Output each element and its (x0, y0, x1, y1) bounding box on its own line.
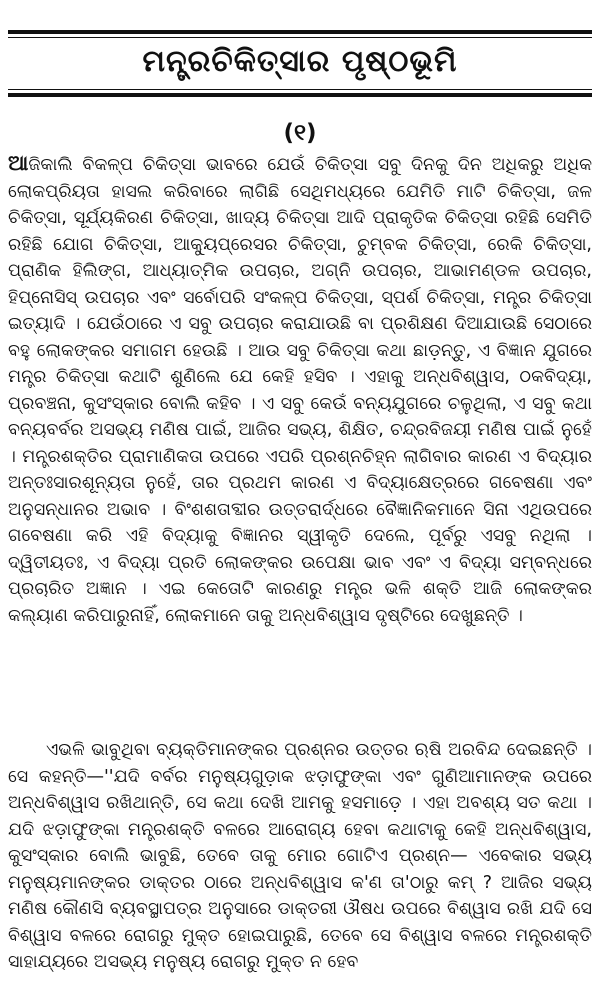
paragraph-2: ଏଭଳି ଭାବୁଥିବା ବ୍ୟକ୍ତିମାନଙ୍କର ପ୍ରଶ୍ନର ଉତ୍ତର ଋଷି ଅରବିନ୍ଦ ଦେଇଛନ୍ତି । ସେ କହନ୍ତି—''ଯଦି ବର୍ବର ମନୁଷ୍ୟଗୁଡ଼ାକ ଝଡ଼ାଫୁଙ୍କା ଏବଂ ଗୁଣିଆମାନଙ୍କ ଉପରେ ଅନ୍ଧବିଶ୍ୱାସ ରଖିଥାନ୍ତି, ସେ କଥା ଦେଖି ଆମକୁ ହସମାଡ଼େ । ଏହା ଅବଶ୍ୟ ସତ କଥା । ଯଦି ଝଡ଼ାଫୁଙ୍କା ମନ୍ତ୍ରଶକ୍ତି ବଳରେ ଆରୋଗ୍ୟ ହେବା କଥାଟାକୁ କେହି ଅନ୍ଧବିଶ୍ୱାସ, କୁସଂସ୍କାର ବୋଲି ଭାବୁଛି, ତେବେ ତାକୁ ମୋର ଗୋଟିଏ ପ୍ରଶ୍ନ— ଏବେକାର ସଭ୍ୟ ମନୁଷ୍ୟମାନଙ୍କର ଡାକ୍ତର ଠାରେ ଅନ୍ଧବିଶ୍ୱାସ କ'ଣ ତା'ଠାରୁ କମ୍ ? ଆଜିର ସଭ୍ୟ ମଣିଷ କୌଣସି ବ୍ୟବସ୍ଥାପତ୍ର ଅନୁସାରେ ଡାକ୍ତରୀ ଔଷଧ ଉପରେ ବିଶ୍ୱାସ ରଖି ଯଦି ସେ ବିଶ୍ୱାସ ବଳରେ ରୋଗରୁ ମୁକ୍ତ ହୋଇପାରୁଛି, ତେବେ ସେ ବିଶ୍ୱାସ ବଳରେ ମନ୍ତ୍ରଶକ୍ତି ସାହାଯ୍ୟରେ ଅସଭ୍ୟ ମନୁଷ୍ୟ ରୋଗରୁ ମୁକ୍ତ ନ ହେବ (8, 740, 592, 972)
page-title: ମନ୍ତ୍ରଚିକିତ୍ସାର ପୃଷ୍ଠଭୂମି (142, 44, 458, 79)
paragraph-1-initial: ଆ (8, 151, 29, 175)
top-rule-thin (8, 37, 592, 38)
top-rule-thick (8, 30, 592, 34)
chapter-number: (୧) (283, 120, 317, 146)
paragraph-1-text: ଜିକାଲି ବିକଳ୍ପ ଚିକିତ୍ସା ଭାବରେ ଯେଉଁ ଚିକିତ୍ସା ସବୁ ଦିନକୁ ଦିନ ଅଧିକରୁ ଅଧିକ ଲୋକପ୍ରିୟତା ହାସଲ କରିବାରେ ଲାଗିଛି ସେଥିମଧ୍ୟରେ ଯେମିତି ମାଟି ଚିକିତ୍ସା, ଜଳ ଚିକିତ୍ସା, ସୂର୍ଯ୍ୟକିରଣ ଚିକିତ୍ସା, ଖାଦ୍ୟ ଚିକିତ୍ସା ଆଦି ପ୍ରାକୃତିକ ଚିକିତ୍ସା ରହିଛି ସେମିତି ରହିଛି ଯୋଗ ଚିକିତ୍ସା, ଆକ୍ୟୁପ୍ରେସର ଚିକିତ୍ସା, ଚୁମ୍ବକ ଚିକିତ୍ସା, ରେକି ଚିକିତ୍ସା, ପ୍ରାଣିକ ହିଲିଙ୍ଗ, ଆଧ୍ୟାତ୍ମିକ ଉପଚାର, ଅଗ୍ନି ଉପଚାର, ଆଭାମଣ୍ଡଳ ଉପଚାର, ହିପ୍ନୋସିସ୍ ଉପଚାର ଏବଂ ସର୍ବୋପରି ସଂକଳ୍ପ ଚିକିତ୍ସା, ସ୍ପର୍ଶ ଚିକିତ୍ସା, ମନ୍ତ୍ର ଚିକିତ୍ସା ଇତ୍ୟାଦି । ଯେଉଁଠାରେ ଏ ସବୁ ଉପଚାର କରାଯାଉଛି ବା ପ୍ରଶିକ୍ଷଣ ଦିଆଯାଉଛି ସେଠାରେ ବହୁ ଲୋକଙ୍କର ସମାଗମ ହେଉଛି । ଆଉ ସବୁ ଚିକିତ୍ସା କଥା ଛାଡ଼ନ୍ତୁ, ଏ ବିଜ୍ଞାନ ଯୁଗରେ ମନ୍ତ୍ର ଚିକିତ୍ସା କଥାଟି ଶୁଣିଲେ ଯେ କେହି ହସିବ । ଏହାକୁ ଅନ୍ଧବିଶ୍ୱାସ, ଠକବିଦ୍ୟା, ପ୍ରବଞ୍ଚନା, କୁସଂସ୍କାର ବୋଲି କହିବ । ଏ ସବୁ କେଉଁ ବନ୍ୟଯୁଗରେ ଚଳୁଥିଲା, ଏ ସବୁ କଥା ବନ୍ୟବର୍ବର ଅସଭ୍ୟ ମଣିଷ ପାଇଁ, ଆଜିର ସଭ୍ୟ, ଶିକ୍ଷିତ, ଚନ୍ଦ୍ରବିଜୟୀ ମଣିଷ ପାଇଁ ନୁହେଁ । ମନ୍ତ୍ରଶକ୍ତିର ପ୍ରାମାଣିକତା ଉପରେ ଏପରି ପ୍ରଶ୍ନଚିହ୍ନ ଲାଗିବାର କାରଣ ଏ ବିଦ୍ୟାର ଅନ୍ତଃସାରଶୂନ୍ୟତା ନୁହେଁ, ତାର ପ୍ରଥମ କାରଣ ଏ ବିଦ୍ୟାକ୍ଷେତ୍ରରେ ଗବେଷଣା ଏବଂ ଅନୁସନ୍ଧାନର ଅଭାବ । ବିଂଶଶତାବ୍ଦୀର ଉତ୍ତରାର୍ଦ୍ଧରେ ବୈଜ୍ଞାନିକମାନେ ସିନା ଏଥିଉପରେ ଗବେଷଣା କରି ଏହି ବିଦ୍ୟାକୁ ବିଜ୍ଞାନର ସ୍ୱୀକୃତି ଦେଲେ, ପୂର୍ବରୁ ଏସବୁ ନଥିଲା । ଦ୍ୱିତୀୟତଃ, ଏ ବିଦ୍ୟା ପ୍ରତି ଲୋକଙ୍କର ଉପେକ୍ଷା ଭାବ ଏବଂ ଏ ବିଦ୍ୟା ସମ୍ବନ୍ଧରେ ପ୍ରଚାରିତ ଅଜ୍ଞାନ । ଏଇ କେତୋଟି କାରଣରୁ ମନ୍ତ୍ର ଭଳି ଶକ୍ତି ଆଜି ଲୋକଙ୍କର କଲ୍ୟାଣ କରିପାରୁନାହିଁ, ଲୋକମାନେ ତାକୁ ଅନ୍ଧବିଶ୍ୱାସ ଦୃଷ୍ଟିରେ ଦେଖୁଛନ୍ତି । (8, 155, 592, 626)
bottom-rule-thick (8, 93, 592, 97)
paragraph-1 (8, 150, 592, 629)
bottom-rule-thin (8, 89, 592, 90)
